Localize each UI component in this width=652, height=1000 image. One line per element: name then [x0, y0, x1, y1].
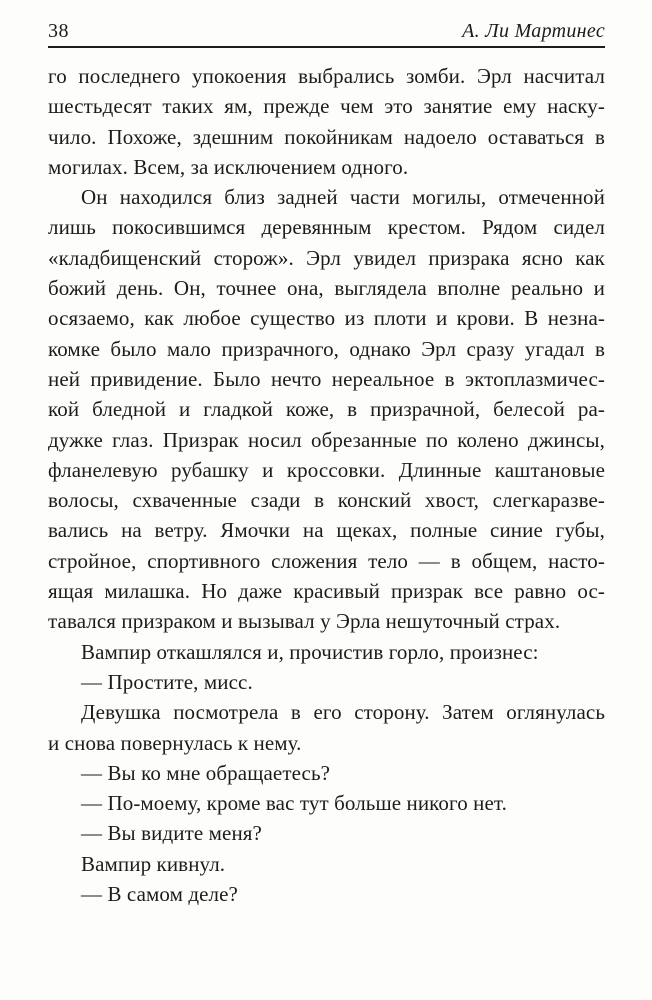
text-line: тавался призраком и вызывал у Эрла нешуточный страх. — [48, 609, 561, 634]
paragraph — [48, 697, 605, 758]
paragraph — [48, 667, 605, 697]
text-line: ней привидение. Было нечто нереальное в эктоплазмичес- — [48, 366, 605, 391]
text-line: кой бледной и гладкой коже, в призрачной, белесой ра- — [48, 397, 605, 422]
text-line: лишь покосившимся деревянным крестом. Рядом сидел — [48, 215, 605, 240]
text-line: — В самом деле? — [81, 882, 238, 907]
paragraph — [48, 849, 605, 879]
paragraph — [48, 61, 605, 182]
text-line: Он находился близ задней части могилы, отмеченной — [81, 185, 605, 210]
paragraph — [48, 637, 605, 667]
text-line: фланелевую рубашку и кроссовки. Длинные каштановые — [48, 457, 605, 482]
text-line: «кладбищенский сторож». Эрл увидел призрака ясно как — [48, 245, 605, 270]
text-line: волосы, схваченные сзади в конский хвост, слегкаразве- — [48, 488, 605, 513]
text-line: — Вы ко мне обращаетесь? — [81, 760, 331, 785]
text-line: Вампир откашлялся и, прочистив горло, произнес: — [81, 639, 539, 664]
text-line: вались на ветру. Ямочки на щеках, полные синие губы, — [48, 518, 605, 543]
text-line: Вампир кивнул. — [81, 851, 226, 876]
text-line: могилах. Всем, за исключением одного. — [48, 154, 409, 179]
text-body — [48, 61, 605, 909]
text-line: комке было мало призрачного, однако Эрл сразу угадал в — [48, 336, 605, 361]
text-line: чило. Похоже, здешним покойникам надоело оставаться в — [48, 124, 605, 149]
page-number: 38 — [48, 20, 69, 42]
text-line: дужке глаз. Призрак носил обрезанные по колено джинсы, — [48, 427, 605, 452]
text-line: — По-моему, кроме вас тут больше никого нет. — [81, 791, 507, 816]
paragraph — [48, 182, 605, 636]
text-line: шестьдесят таких ям, прежде чем это занятие ему наску- — [48, 94, 605, 119]
text-line: ящая милашка. Но даже красивый призрак все равно ос- — [48, 579, 605, 604]
text-line: — Простите, мисс. — [81, 669, 253, 694]
text-line: го последнего упокоения выбрались зомби. Эрл насчитал — [48, 64, 605, 88]
text-line: Девушка посмотрела в его сторону. Затем оглянулась — [81, 700, 605, 725]
paragraph — [48, 879, 605, 909]
running-title: А. Ли Мартинес — [462, 20, 605, 42]
text-line: осязаемо, как любое существо из плоти и крови. В незна- — [48, 306, 605, 331]
text-line: стройное, спортивного сложения тело — в общем, насто- — [48, 548, 605, 573]
text-line: божий день. Он, точнее она, выглядела вполне реально и — [48, 276, 605, 301]
paragraph — [48, 758, 605, 788]
paragraph — [48, 788, 605, 818]
page-header — [48, 20, 605, 48]
paragraph — [48, 818, 605, 848]
text-line: — Вы видите меня? — [81, 821, 262, 846]
text-line: и снова повернулась к нему. — [48, 730, 302, 755]
